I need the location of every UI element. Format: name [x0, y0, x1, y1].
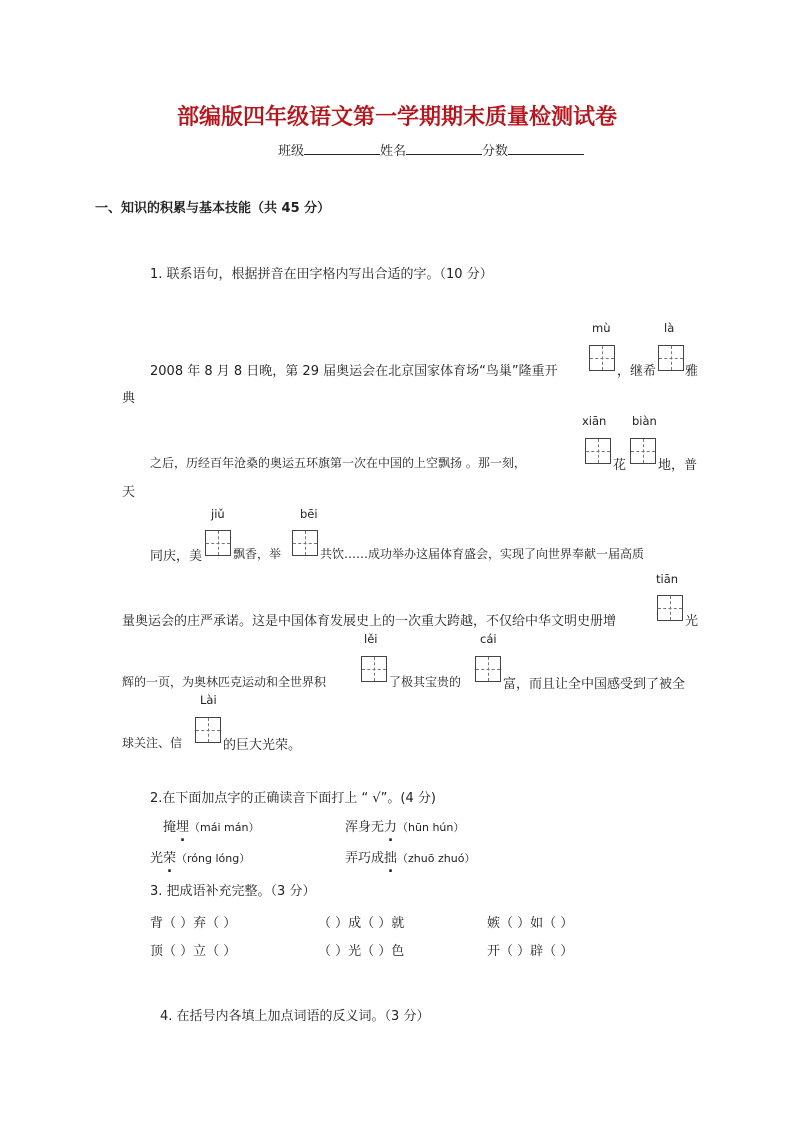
passage-text: 辉的一页，为奥林匹克运动和全世界积 — [122, 675, 327, 689]
passage-text: ，继希 — [617, 364, 657, 379]
passage-text: 典 — [122, 391, 136, 406]
passage-text: 地，普 — [658, 458, 698, 473]
tianzige-box[interactable] — [589, 345, 615, 371]
section-heading: 一、知识的积累与基本技能（共 45 分） — [95, 201, 331, 216]
tianzige-box[interactable] — [658, 345, 684, 371]
pinyin-label: tiān — [656, 572, 679, 586]
dotted-char: 拙 — [384, 851, 398, 866]
pinyin-label: bēi — [300, 507, 318, 521]
dotted-char: 荣 — [163, 851, 177, 866]
page-title: 部编版四年级语文第一学期期末质量检测试卷 — [176, 104, 617, 130]
tianzige-box[interactable] — [475, 656, 501, 682]
idiom-blank[interactable]: 嫉（ ）如（ ） — [487, 916, 574, 931]
idiom-blank[interactable]: 开（ ）辟（ ） — [487, 944, 574, 959]
score-label: 分数 — [482, 144, 509, 159]
pinyin-label: là — [664, 321, 675, 335]
passage-text: 量奥运会的庄严承诺。这是中国体育发展史上的一次重大跨越，不仅给中华文明史册增 — [122, 614, 617, 629]
pinyin-label: xiān — [582, 414, 607, 428]
passage-text: 之后，历经百年沧桑的奥运五环旗第一次在中国的上空飘扬 。那一刻， — [150, 456, 526, 470]
q3-prompt: 3. 把成语补充完整。（3 分） — [150, 884, 316, 899]
q4-prompt: 4. 在括号内各填上加点词语的反义词。（3 分） — [160, 1009, 430, 1024]
passage-text: 天 — [122, 485, 136, 500]
passage-text: 富，而且让全中国感受到了被全 — [503, 677, 686, 692]
dotted-char: 埋 — [176, 820, 190, 835]
idiom-blank[interactable]: （ ）光（ ）色 — [318, 944, 405, 959]
pinyin-options[interactable]: （mái mán） — [189, 821, 260, 834]
name-label: 姓名 — [380, 144, 407, 159]
passage-text: 的巨大光荣。 — [223, 738, 302, 753]
dotted-char: 力 — [384, 820, 398, 835]
tianzige-box[interactable] — [292, 530, 318, 556]
score-blank[interactable] — [508, 140, 584, 155]
q2-item: 掩埋（mái mán） — [163, 820, 260, 835]
tianzige-box[interactable] — [585, 438, 611, 464]
passage-text: 光 — [685, 614, 699, 629]
pinyin-options[interactable]: （róng lóng） — [176, 852, 251, 865]
pinyin-label: biàn — [632, 414, 657, 428]
passage-text: 了极其宝贵的 — [389, 675, 462, 689]
pinyin-label: Lài — [200, 693, 217, 707]
q2-item: 弄巧成拙（zhuō zhuó） — [345, 851, 476, 866]
pinyin-options[interactable]: （hūn hún） — [397, 821, 465, 834]
pinyin-label: cái — [480, 632, 497, 646]
idiom-blank[interactable]: 背（ ）弃（ ） — [150, 916, 237, 931]
passage-text: 飘香，举 — [233, 547, 282, 561]
passage-text: 2008 年 8 月 8 日晚，第 29 届奥运会在北京国家体育场“鸟巢”隆重开 — [150, 364, 558, 379]
tianzige-box[interactable] — [205, 530, 231, 556]
passage-text: 共饮……成功举办这届体育盛会，实现了向世界奉献一届高质 — [320, 547, 645, 561]
tianzige-box[interactable] — [361, 656, 387, 682]
pinyin-label: mù — [592, 321, 611, 335]
name-blank[interactable] — [406, 140, 482, 155]
q1-prompt: 1. 联系语句，根据拼音在田字格内写出合适的字。（10 分） — [150, 267, 493, 282]
passage-text: 雅 — [685, 364, 699, 379]
tianzige-box[interactable] — [630, 438, 656, 464]
idiom-blank[interactable]: （ ）成（ ）就 — [318, 916, 405, 931]
pinyin-label: jiǔ — [211, 507, 225, 521]
q2-item: 浑身无力（hūn hún） — [345, 820, 465, 835]
passage-text: 球关注、信 — [122, 736, 183, 750]
q2-prompt: 2.在下面加点字的正确读音下面打上 “ √”。(4 分) — [150, 791, 436, 806]
passage-text: 同庆，美 — [150, 549, 203, 564]
idiom-blank[interactable]: 顶（ ）立（ ） — [150, 944, 237, 959]
pinyin-label: lěi — [364, 632, 378, 646]
tianzige-box[interactable] — [195, 717, 221, 743]
pinyin-options[interactable]: （zhuō zhuó） — [397, 852, 476, 865]
student-info-line — [278, 140, 584, 159]
class-label: 班级 — [278, 144, 305, 159]
tianzige-box[interactable] — [657, 595, 683, 621]
passage-text: 花 — [613, 458, 627, 473]
class-blank[interactable] — [304, 140, 380, 155]
q2-item: 光荣（róng lóng） — [150, 851, 251, 866]
